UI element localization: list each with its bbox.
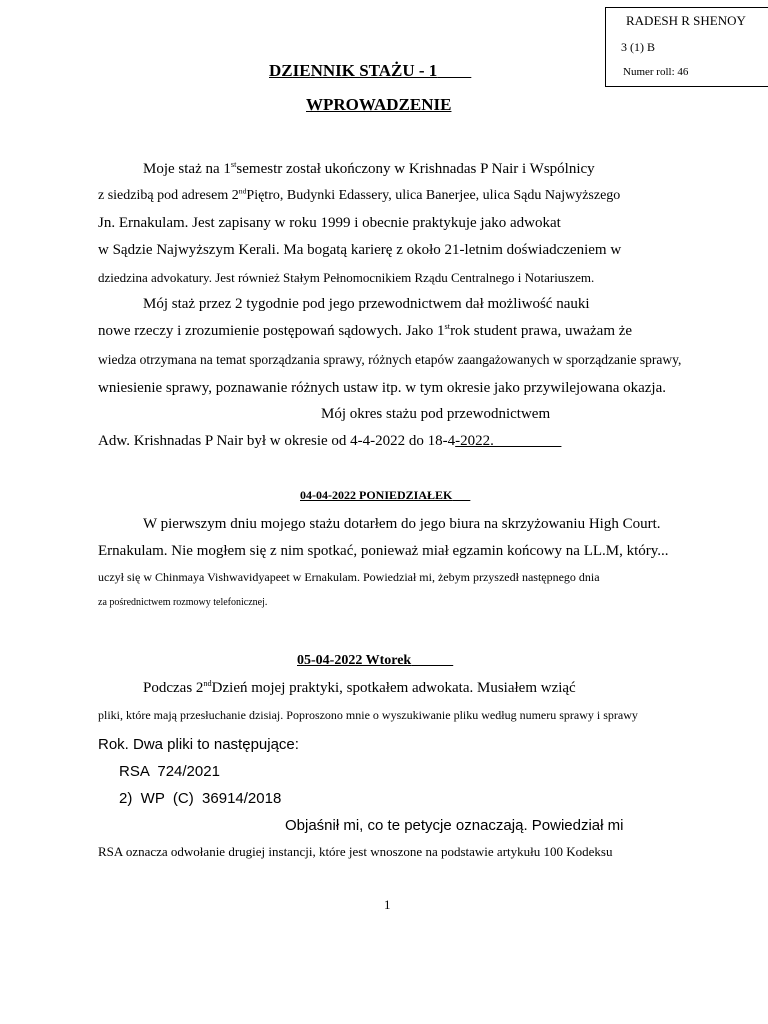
day1-heading: 04-04-2022 PONIEDZIAŁEK: [300, 488, 453, 502]
day1-line-2: Ernakulam. Nie mogłem się z nim spotkać, ponieważ miał egzamin końcowy na LL.M, który...: [98, 543, 669, 559]
day2-heading: 05-04-2022 Wtorek: [297, 653, 412, 668]
roll-number: Numer roll: 46: [623, 66, 689, 78]
intro-line-8: wiedza otrzymana na temat sporządzania sprawy, różnych etapów zaangażowanych w sporządzanie sprawy,: [98, 352, 682, 367]
intro-line-7: nowe rzeczy i zrozumienie postępowań sądowych. Jako 1strok student prawa, uważam że: [98, 322, 633, 339]
student-name: RADESH R SHENOY: [626, 13, 746, 28]
day2-line-2: pliki, które mają przesłuchanie dzisiaj. Poproszono mnie o wyszukiwanie pliku według numeru sprawy i sprawy: [98, 708, 638, 722]
intro-line-3: Jn. Ernakulam. Jest zapisany w roku 1999 i obecnie praktykuje jako adwokat: [98, 215, 561, 231]
student-info-box: [605, 7, 768, 87]
intro-line-10: Mój okres stażu pod przewodnictwem: [321, 406, 551, 422]
day1-line-1: W pierwszym dniu mojego stażu dotarłem do jego biura na skrzyżowaniu High Court.: [143, 516, 661, 532]
intro-line-4: w Sądzie Najwyższym Kerali. Ma bogatą karierę z około 21-letnim doświadczeniem w: [98, 242, 622, 258]
intro-line-9: wniesienie sprawy, poznawanie różnych ustaw itp. w tym okresie jako przywilejowana okazja.: [98, 380, 667, 396]
day1-line-3: uczył się w Chinmaya Vishwavidyapeet w Ernakulam. Powiedział mi, żebym przyszedł następnego dnia: [98, 570, 600, 584]
document-title: DZIENNIK STAŻU - 1: [269, 61, 438, 80]
intro-line-2: z siedzibą pod adresem 2ndPiętro, Budynki Edassery, ulica Banerjee, ulica Sądu Najwyższego: [98, 186, 621, 203]
day2-line-1: Podczas 2ndDzień mojej praktyki, spotkałem adwokata. Musiałem wziąć: [143, 679, 576, 696]
section-title-introduction: WPROWADZENIE: [306, 95, 452, 114]
student-class: 3 (1) B: [621, 40, 655, 54]
day1-line-4: za pośrednictwem rozmowy telefonicznej.: [98, 597, 268, 608]
day2-line-6: Objaśnił mi, co te petycje oznaczają. Powiedział mi: [285, 817, 624, 834]
day2-file-1: RSA 724/2021: [119, 763, 220, 780]
intro-line-5: dziedzina advokatury. Jest również Stałym Pełnomocnikiem Rządu Centralnego i Notariuszem.: [98, 270, 595, 285]
intro-line-11: Adw. Krishnadas P Nair był w okresie od 4-4-2022 do 18-4-2022.: [98, 433, 562, 449]
day2-line-3: Rok. Dwa pliki to następujące:: [98, 736, 299, 753]
day2-line-7: RSA oznacza odwołanie drugiej instancji, które jest wnoszone na podstawie artykułu 100 Kodeksu: [98, 844, 613, 859]
intro-line-1: Moje staż na 1stsemestr został ukończony w Krishnadas P Nair i Wspólnicy: [143, 160, 595, 177]
page-number: 1: [384, 897, 391, 912]
day2-file-2: 2) WP (C) 36914/2018: [119, 790, 282, 807]
intro-line-6: Mój staż przez 2 tygodnie pod jego przewodnictwem dał możliwość nauki: [143, 296, 590, 312]
